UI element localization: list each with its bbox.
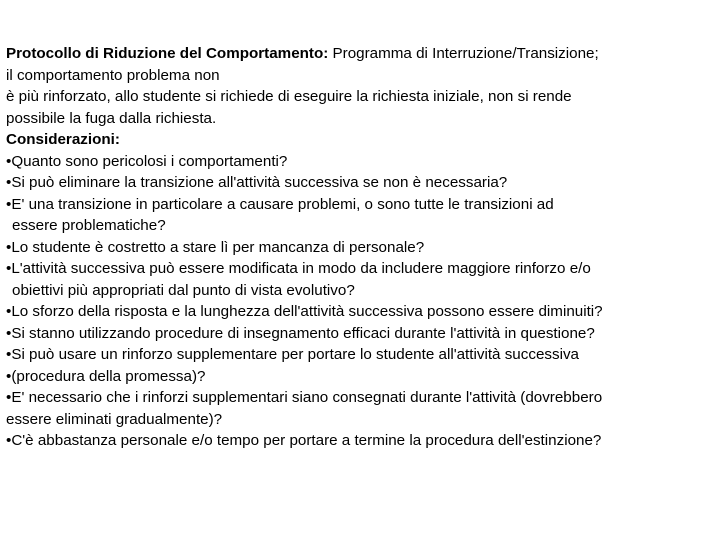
bullet-line: •Si può usare un rinforzo supplementare per portare lo studente all'attività successiva — [6, 346, 579, 363]
bullet-continuation-line: essere eliminati gradualmente)? — [6, 410, 223, 428]
intro-line: possibile la fuga dalla richiesta. — [6, 109, 217, 127]
considerations-list — [6, 151, 718, 452]
title-line — [6, 43, 718, 65]
intro-line: il comportamento problema non — [6, 66, 220, 84]
bullet-continuation-line: obiettivi più appropriati dal punto di vista evolutivo? — [12, 281, 355, 299]
bullet-line: •Si può eliminare la transizione all'attività successiva se non è necessaria? — [6, 174, 508, 191]
bullet-line: •(procedura della promessa)? — [6, 367, 206, 385]
title-bold: Protocollo di Riduzione del Comportamento: — [6, 45, 329, 62]
bullet-line: •Lo studente è costretto a stare lì per mancanza di personale? — [6, 238, 425, 256]
bullet-line: •Si stanno utilizzando procedure di insegnamento efficaci durante l'attività in questione? — [6, 324, 595, 342]
title-rest: Programma di Interruzione/Transizione; — [328, 45, 599, 62]
bullet-continuation-line: essere problematiche? — [12, 217, 166, 234]
bullet-line: •E' una transizione in particolare a causare problemi, o sono tutte le transizioni ad — [6, 195, 554, 213]
bullet-line: •C'è abbastanza personale e/o tempo per portare a termine la procedura dell'estinzione? — [6, 432, 602, 449]
bullet-line: •Lo sforzo della risposta e la lunghezza dell'attività successiva possono essere diminuiti? — [6, 303, 603, 320]
bullet-line: •E' necessario che i rinforzi supplementari siano consegnati durante l'attività (dovrebbero — [6, 389, 603, 406]
bullet-line: •L'attività successiva può essere modificata in modo da includere maggiore rinforzo e/o — [6, 260, 591, 277]
slide-text-block — [6, 43, 718, 452]
considerations-heading: Considerazioni: — [6, 131, 120, 148]
intro-line: è più rinforzato, allo studente si richiede di eseguire la richiesta iniziale, non si rende — [6, 88, 572, 105]
bullet-line: •Quanto sono pericolosi i comportamenti? — [6, 152, 288, 170]
